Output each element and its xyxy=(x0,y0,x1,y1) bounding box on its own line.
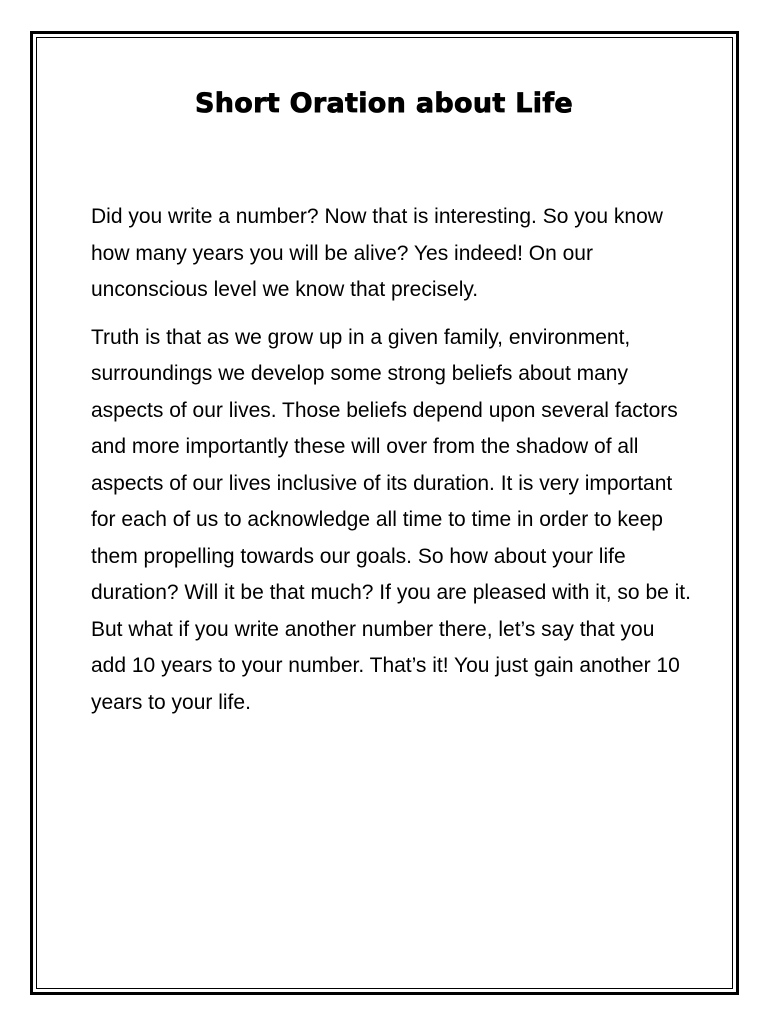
paragraph-1: Did you write a number? Now that is interesting. So you know how many years you will be alive? Yes indeed! On our unconscious level we know that precisely. xyxy=(91,205,663,301)
paragraph-2: Truth is that as we grow up in a given family, environment, surroundings we develop some strong beliefs about many aspects of our lives. Those beliefs depend upon several factors and more importantly these will over from the shadow of all aspects of our lives inclusive of its duration. It is very important for each of us to acknowledge all time to time in order to keep them propelling towards our goals. So how about your life duration? Will it be that much? If you are pleased with it, so be it. But what if you write another number there, let’s say that you add 10 years to your number. That’s it! You just gain another 10 years to your life. xyxy=(91,325,691,714)
document-body xyxy=(91,199,691,732)
document-title: Short Oration about Life xyxy=(194,88,573,119)
